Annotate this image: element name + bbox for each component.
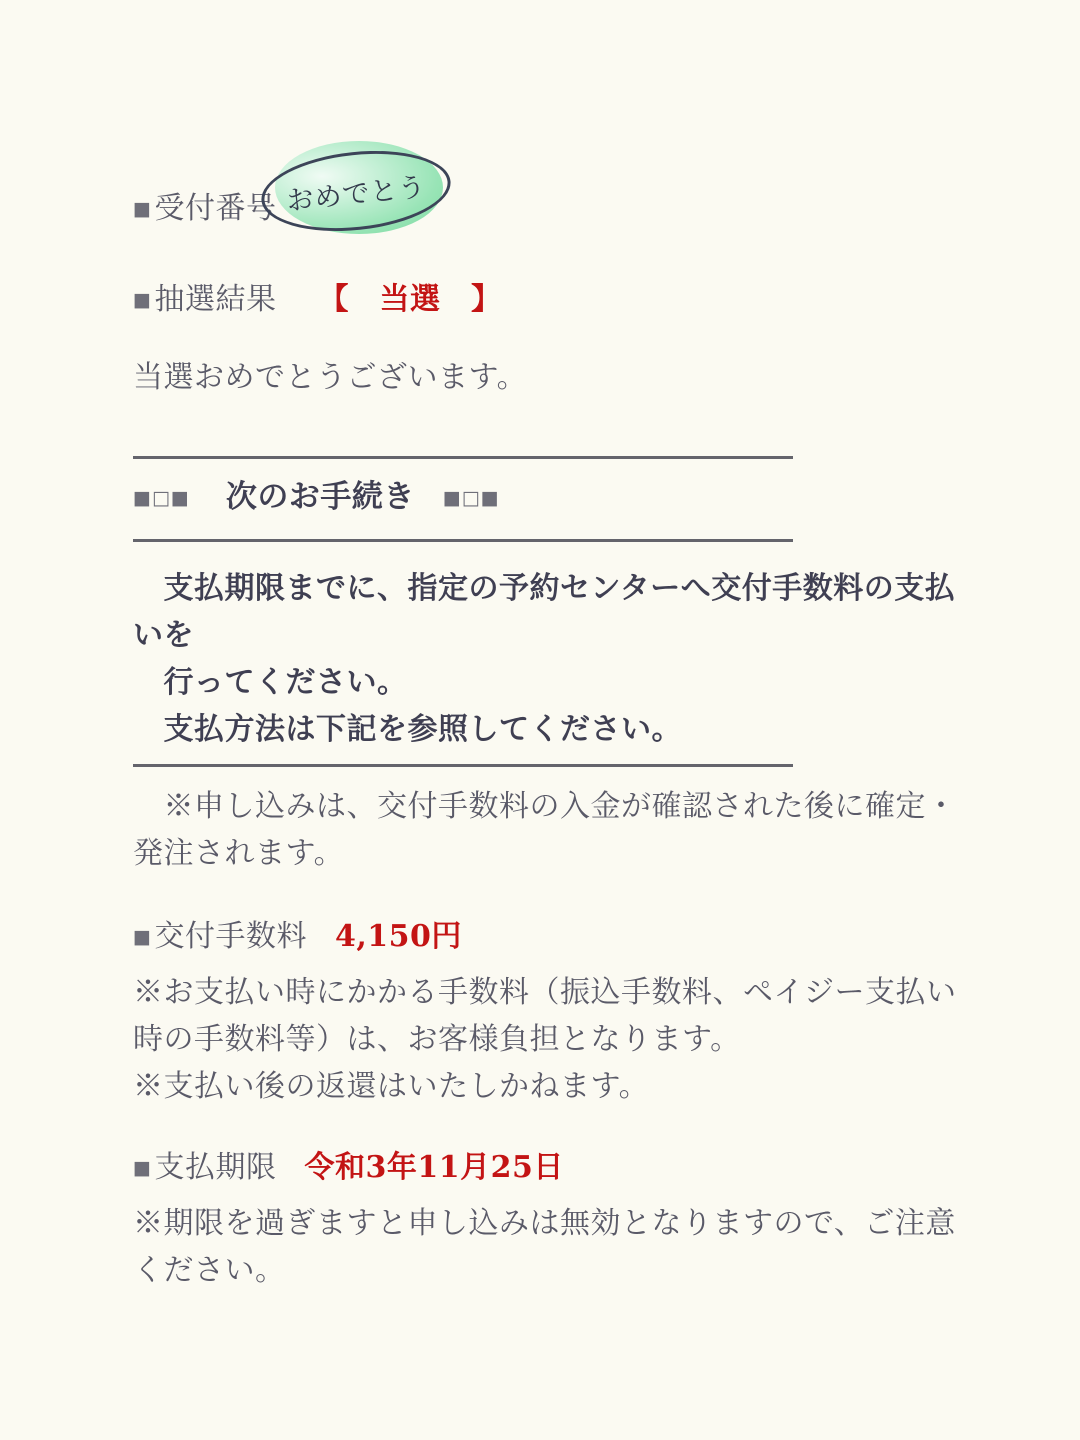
procedure-title: 次のお手続き	[225, 479, 415, 515]
square-bullet-icon: ■	[133, 198, 152, 220]
deadline-label: 支払期限	[154, 1150, 277, 1185]
fee-label: 交付手数料	[154, 919, 307, 954]
deadline-row	[133, 1144, 1013, 1192]
procedure-line: 行ってください。	[133, 665, 408, 700]
confirmation-note	[133, 783, 1013, 877]
procedure-header	[133, 474, 1013, 522]
divider	[133, 764, 793, 767]
procedure-line: 支払期限までに、指定の予約センターへ交付手数料の支払	[133, 571, 956, 606]
congrats-text: 当選おめでとうございます。	[133, 360, 528, 395]
lottery-result-value: 【 当選 】	[318, 282, 502, 317]
fee-notes	[133, 969, 1013, 1110]
deadline-note-line: ※期限を過ぎますと申し込みは無効となりますので、ご注意	[133, 1206, 956, 1241]
square-bullet-icon: ■	[133, 1157, 152, 1179]
fee-note-line: 時の手数料等）は、お客様負担となります。	[133, 1022, 741, 1057]
fee-value: 4,150円	[334, 919, 462, 954]
confirmation-note-line: ※申し込みは、交付手数料の入金が確認された後に確定・	[133, 789, 957, 824]
fee-row	[133, 913, 1013, 961]
procedure-line: いを	[133, 618, 194, 653]
square-bullet-icon: ■	[133, 289, 152, 311]
squares-icon: ■□■	[442, 487, 500, 509]
deadline-value: 令和3年11月25日	[304, 1150, 564, 1185]
divider	[133, 539, 793, 542]
reception-number-label: 受付番号	[154, 191, 277, 226]
fee-note-line: ※お支払い時にかかる手数料（振込手数料、ペイジー支払い	[133, 975, 957, 1010]
sticker-text: おめでとう	[285, 171, 428, 217]
lottery-result-label: 抽選結果	[154, 282, 277, 317]
confirmation-note-line: 発注されます。	[133, 836, 345, 871]
procedure-line: 支払方法は下記を参照してください。	[133, 712, 682, 747]
fee-note-line: ※支払い後の返還はいたしかねます。	[133, 1069, 650, 1104]
congrats-sticker	[275, 141, 443, 234]
divider	[133, 456, 793, 459]
square-bullet-icon: ■	[133, 926, 152, 948]
lottery-result-row	[133, 276, 1013, 324]
procedure-paragraph	[133, 565, 1013, 753]
squares-icon: ■□■	[133, 487, 190, 509]
deadline-note-line: ください。	[133, 1253, 286, 1288]
deadline-notes	[133, 1200, 1013, 1294]
